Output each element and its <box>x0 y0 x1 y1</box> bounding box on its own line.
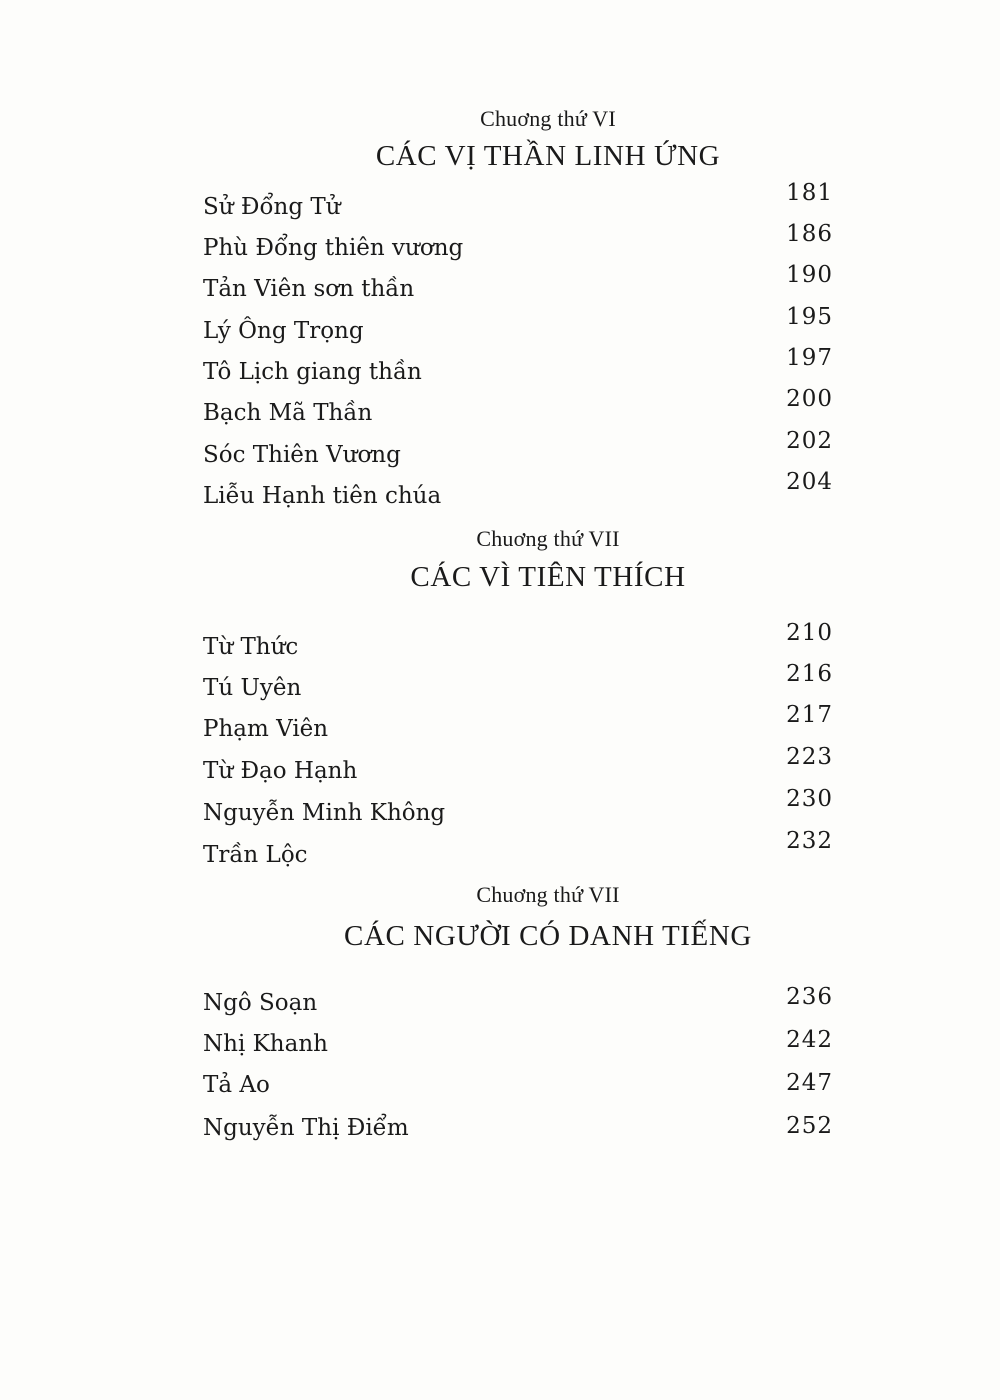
entry-page-number: 236 <box>786 984 833 1010</box>
toc-entry <box>203 976 833 1016</box>
toc-entry <box>203 469 833 509</box>
entry-title: Tản Viên sơn thần <box>203 276 415 302</box>
entry-title: Tô Lịch giang thần <box>203 359 422 385</box>
entry-page-number: 232 <box>786 828 833 854</box>
toc-entry <box>203 620 833 660</box>
entry-page-number: 217 <box>786 702 833 728</box>
entry-title: Nguyễn Minh Không <box>203 800 446 826</box>
entry-title: Tả Ao <box>203 1072 270 1098</box>
entry-page-number: 186 <box>786 221 833 247</box>
entry-title: Nhị Khanh <box>203 1031 328 1057</box>
entry-title: Tú Uyên <box>203 675 302 701</box>
entry-page-number: 210 <box>786 620 833 646</box>
entry-page-number: 202 <box>786 428 833 454</box>
toc-entry <box>203 1058 833 1098</box>
toc-entry <box>203 661 833 701</box>
entry-title: Ngô Soạn <box>203 990 318 1016</box>
toc-entry <box>203 428 833 468</box>
toc-entry <box>203 304 833 344</box>
toc-entry <box>203 1017 833 1057</box>
entry-title: Phù Đổng thiên vương <box>203 235 464 261</box>
entry-title: Từ Đạo Hạnh <box>203 758 358 784</box>
entry-title: Liễu Hạnh tiên chúa <box>203 483 442 509</box>
entry-page-number: 197 <box>786 345 833 371</box>
toc-entry <box>203 702 833 742</box>
entry-page-number: 195 <box>786 304 833 330</box>
toc-entry <box>203 386 833 426</box>
entry-page-number: 223 <box>786 744 833 770</box>
entry-title: Từ Thức <box>203 634 299 660</box>
entry-page-number: 216 <box>786 661 833 687</box>
toc-entry <box>203 1101 833 1141</box>
chapter-title: CÁC NGƯỜI CÓ DANH TIẾNG <box>344 920 752 952</box>
chapter-label: Chuơng thứ VII <box>476 526 620 551</box>
entry-page-number: 204 <box>786 469 833 495</box>
entry-page-number: 190 <box>786 262 833 288</box>
entry-page-number: 230 <box>786 786 833 812</box>
entry-title: Sử Đổng Tử <box>203 194 341 220</box>
toc-entry <box>203 262 833 302</box>
chapter-label: Chuơng thứ VI <box>480 106 616 131</box>
toc-entry <box>203 221 833 261</box>
entry-title: Lý Ông Trọng <box>203 318 364 344</box>
entry-title: Bạch Mã Thần <box>203 400 373 426</box>
entry-page-number: 242 <box>786 1027 833 1053</box>
toc-entry <box>203 180 833 220</box>
entry-title: Phạm Viên <box>203 716 329 742</box>
chapter-label: Chuơng thứ VII <box>476 882 620 907</box>
chapter-title: CÁC VÌ TIÊN THÍCH <box>410 561 686 593</box>
toc-entry <box>203 786 833 826</box>
toc-entry <box>203 828 833 868</box>
toc-entry <box>203 744 833 784</box>
entry-title: Sóc Thiên Vương <box>203 442 401 468</box>
chapter-title: CÁC VỊ THẦN LINH ỨNG <box>375 140 721 172</box>
entry-page-number: 181 <box>786 180 833 206</box>
entry-page-number: 252 <box>786 1113 833 1139</box>
entry-title: Nguyễn Thị Điểm <box>203 1115 409 1141</box>
toc-entry <box>203 345 833 385</box>
entry-title: Trần Lộc <box>203 842 308 868</box>
entry-page-number: 247 <box>786 1070 833 1096</box>
entry-page-number: 200 <box>786 386 833 412</box>
